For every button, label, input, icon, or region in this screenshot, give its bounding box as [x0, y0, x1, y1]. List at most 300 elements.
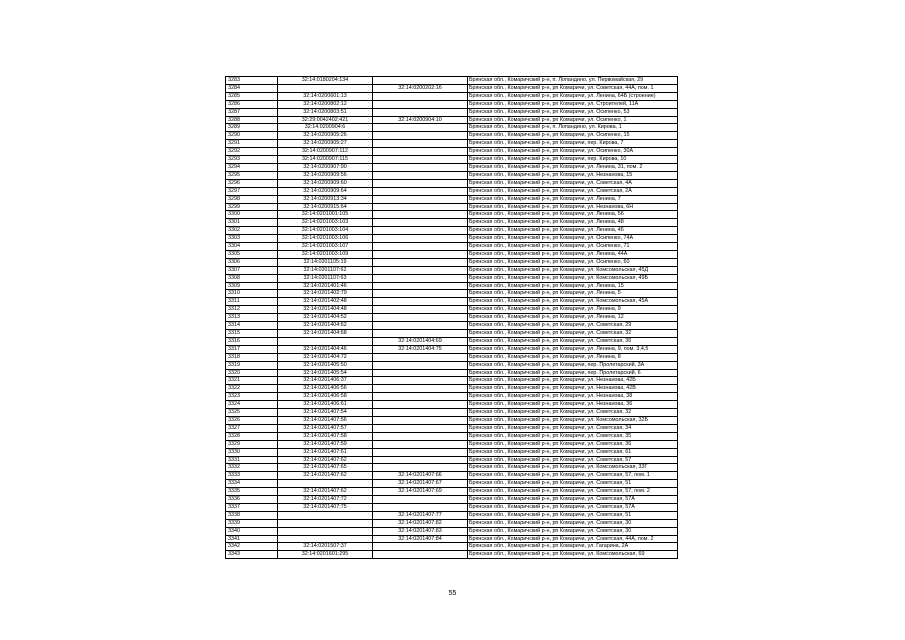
row-number-cell: 3292 — [226, 148, 278, 156]
table-row — [226, 298, 678, 306]
linked-cadastral-number-cell — [373, 290, 468, 298]
row-number-cell: 3329 — [226, 440, 278, 448]
table-row — [226, 258, 678, 266]
address-cell: Брянская обл., Комаричский р-н, рп Комаричи, ул. Советская, 51 — [468, 511, 678, 519]
linked-cadastral-number-cell — [373, 440, 468, 448]
linked-cadastral-number-cell — [373, 361, 468, 369]
linked-cadastral-number-cell — [373, 132, 468, 140]
cadastral-number-cell: 32:14:0201407:59 — [278, 440, 373, 448]
address-cell: Брянская обл., Комаричский р-н, рп Комаричи, ул. Советская, 35 — [468, 432, 678, 440]
table-row — [226, 211, 678, 219]
linked-cadastral-number-cell — [373, 401, 468, 409]
table-row — [226, 314, 678, 322]
address-cell: Брянская обл., Комаричский р-н, рп Комаричи, ул. Советская, 57 — [468, 456, 678, 464]
row-number-cell: 3291 — [226, 140, 278, 148]
linked-cadastral-number-cell — [373, 306, 468, 314]
row-number-cell: 3331 — [226, 456, 278, 464]
cadastral-number-cell: 32:14:0201407:58 — [278, 432, 373, 440]
cadastral-number-cell: 32:14:0200909:56 — [278, 171, 373, 179]
table-row — [226, 377, 678, 385]
cadastral-number-cell: 32:14:0200803:51 — [278, 108, 373, 116]
table-row — [226, 527, 678, 535]
table-row — [226, 179, 678, 187]
row-number-cell: 3287 — [226, 108, 278, 116]
row-number-cell: 3308 — [226, 274, 278, 282]
cadastral-number-cell: 32:14:0201402:48 — [278, 298, 373, 306]
row-number-cell: 3298 — [226, 195, 278, 203]
row-number-cell: 3334 — [226, 480, 278, 488]
row-number-cell: 3295 — [226, 171, 278, 179]
cadastral-number-cell: 32:14:0201407:57 — [278, 424, 373, 432]
row-number-cell: 3315 — [226, 330, 278, 338]
linked-cadastral-number-cell — [373, 171, 468, 179]
row-number-cell: 3286 — [226, 100, 278, 108]
cadastral-number-cell: 32:14:0201404:68 — [278, 330, 373, 338]
row-number-cell: 3343 — [226, 551, 278, 559]
table-row — [226, 361, 678, 369]
table-row — [226, 401, 678, 409]
table-row — [226, 353, 678, 361]
table-row — [226, 369, 678, 377]
linked-cadastral-number-cell: 32:14:0200904:10 — [373, 116, 468, 124]
address-cell: Брянская обл., Комаричский р-н, рп Комаричи, пер. Пролетарский, 6 — [468, 369, 678, 377]
table-row — [226, 156, 678, 164]
linked-cadastral-number-cell — [373, 298, 468, 306]
table-row — [226, 195, 678, 203]
address-cell: Брянская обл., Комаричский р-н, рп Комаричи, ул. Советская, 2А — [468, 187, 678, 195]
table-row — [226, 345, 678, 353]
row-number-cell: 3304 — [226, 243, 278, 251]
linked-cadastral-number-cell — [373, 235, 468, 243]
table-row — [226, 227, 678, 235]
page-number: 55 — [448, 590, 457, 597]
row-number-cell: 3323 — [226, 393, 278, 401]
cadastral-number-cell: 32:14:0201407:56 — [278, 416, 373, 424]
address-cell: Брянская обл., Комаричский р-н, рп Комаричи, ул. Советская, 44А, пом. 1 — [468, 84, 678, 92]
row-number-cell: 3327 — [226, 424, 278, 432]
row-number-cell: 3341 — [226, 535, 278, 543]
row-number-cell: 3299 — [226, 203, 278, 211]
table-row — [226, 266, 678, 274]
row-number-cell: 3302 — [226, 227, 278, 235]
registry-table — [225, 76, 678, 559]
address-cell: Брянская обл., Комаричский р-н, рп Комаричи, ул. Незнанова, 15 — [468, 171, 678, 179]
table-row — [226, 519, 678, 527]
cadastral-number-cell: 32:14:0200802:12 — [278, 100, 373, 108]
linked-cadastral-number-cell: 32:14:0201407:82 — [373, 519, 468, 527]
address-cell: Брянская обл., Комаричский р-н, рп Комаричи, ул. Советская, 36 — [468, 440, 678, 448]
address-cell: Брянская обл., Комаричский р-н, рп Комаричи, ул. Незнанова, 42В — [468, 385, 678, 393]
row-number-cell: 3325 — [226, 409, 278, 417]
cadastral-number-cell: 32:14:0200909:60 — [278, 179, 373, 187]
address-cell: Брянская обл., Комаричский р-н, рп Комаричи, ул. Советская, 61 — [468, 448, 678, 456]
address-cell: Брянская обл., Комаричский р-н, рп Комаричи, ул. Советская, 29 — [468, 322, 678, 330]
table-row — [226, 543, 678, 551]
address-cell: Брянская обл., Комаричский р-н, рп Комаричи, ул. Ленина, 15 — [468, 282, 678, 290]
linked-cadastral-number-cell — [373, 314, 468, 322]
table-row — [226, 282, 678, 290]
address-cell: Брянская обл., Комаричский р-н, рп Комаричи, ул. Осипенко, 30А — [468, 148, 678, 156]
cadastral-number-cell: 32:14:0201406:61 — [278, 401, 373, 409]
table-row — [226, 124, 678, 132]
address-cell: Брянская обл., Комаричский р-н, рп Комаричи, ул. Советская, 30 — [468, 527, 678, 535]
table-row — [226, 132, 678, 140]
row-number-cell: 3332 — [226, 464, 278, 472]
linked-cadastral-number-cell — [373, 409, 468, 417]
cadastral-number-cell: 32:14:0200905:26 — [278, 132, 373, 140]
row-number-cell: 3288 — [226, 116, 278, 124]
cadastral-number-cell: 32:14:0201507:37 — [278, 543, 373, 551]
address-cell: Брянская обл., Комаричский р-н, рп Комаричи, ул. Комсомольская, 49Б — [468, 274, 678, 282]
cadastral-number-cell: 32:14:0200907:90 — [278, 163, 373, 171]
address-cell: Брянская обл., Комаричский р-н, рп Комаричи, ул. Осипенко, 15 — [468, 132, 678, 140]
cadastral-number-cell: 32:14:0200601:13 — [278, 92, 373, 100]
address-cell: Брянская обл., Комаричский р-н, рп Комаричи, ул. Незнанова, 38 — [468, 393, 678, 401]
linked-cadastral-number-cell — [373, 456, 468, 464]
linked-cadastral-number-cell — [373, 448, 468, 456]
table-row — [226, 551, 678, 559]
linked-cadastral-number-cell — [373, 227, 468, 235]
table-row — [226, 77, 678, 85]
row-number-cell: 3285 — [226, 92, 278, 100]
address-cell: Брянская обл., Комаричский р-н, рп Комаричи, ул. Ленина, 64Б (строение) — [468, 92, 678, 100]
cadastral-number-cell: 32:14:0200905:27 — [278, 140, 373, 148]
linked-cadastral-number-cell: 32:14:0201407:69 — [373, 488, 468, 496]
cadastral-number-cell: 32:14:0201407:65 — [278, 464, 373, 472]
row-number-cell: 3296 — [226, 179, 278, 187]
cadastral-number-cell: 32:14:0201407:61 — [278, 448, 373, 456]
linked-cadastral-number-cell — [373, 322, 468, 330]
linked-cadastral-number-cell — [373, 219, 468, 227]
linked-cadastral-number-cell — [373, 369, 468, 377]
cadastral-number-cell — [278, 511, 373, 519]
row-number-cell: 3301 — [226, 219, 278, 227]
cadastral-number-cell: 32:29:0042402:421 — [278, 116, 373, 124]
linked-cadastral-number-cell — [373, 140, 468, 148]
cadastral-number-cell: 32:14:0201401:46 — [278, 282, 373, 290]
linked-cadastral-number-cell — [373, 266, 468, 274]
cadastral-number-cell: 32:14:0201406:56 — [278, 385, 373, 393]
row-number-cell: 3318 — [226, 353, 278, 361]
address-cell: Брянская обл., Комаричский р-н, рп Комаричи, ул. Осипенко, 60 — [468, 258, 678, 266]
table-row — [226, 243, 678, 251]
linked-cadastral-number-cell — [373, 503, 468, 511]
cadastral-number-cell: 32:14:0200907:115 — [278, 156, 373, 164]
linked-cadastral-number-cell: 32:14:0201407:67 — [373, 480, 468, 488]
linked-cadastral-number-cell — [373, 258, 468, 266]
cadastral-number-cell: 32:14:0180204:134 — [278, 77, 373, 85]
table-row — [226, 108, 678, 116]
cadastral-number-cell: 32:14:0201003:106 — [278, 235, 373, 243]
linked-cadastral-number-cell — [373, 211, 468, 219]
row-number-cell: 3339 — [226, 519, 278, 527]
address-cell: Брянская обл., Комаричский р-н, рп Комаричи, ул. Ленина, 48 — [468, 219, 678, 227]
row-number-cell: 3305 — [226, 250, 278, 258]
address-cell: Брянская обл., Комаричский р-н, рп Комаричи, ул. Ленина, 7 — [468, 195, 678, 203]
row-number-cell: 3307 — [226, 266, 278, 274]
cadastral-number-cell: 32:14:0200904:6 — [278, 124, 373, 132]
table-row — [226, 235, 678, 243]
row-number-cell: 3300 — [226, 211, 278, 219]
address-cell: Брянская обл., Комаричский р-н, рп Комаричи, ул. Осипенко, 71 — [468, 243, 678, 251]
linked-cadastral-number-cell — [373, 77, 468, 85]
cadastral-number-cell — [278, 337, 373, 345]
address-cell: Брянская обл., Комаричский р-н, рп Комаричи, ул. Советская, 57А — [468, 503, 678, 511]
address-cell: Брянская обл., Комаричский р-н, рп Комаричи, пер. Кирова, 10 — [468, 156, 678, 164]
linked-cadastral-number-cell — [373, 551, 468, 559]
row-number-cell: 3317 — [226, 345, 278, 353]
linked-cadastral-number-cell — [373, 385, 468, 393]
row-number-cell: 3289 — [226, 124, 278, 132]
row-number-cell: 3330 — [226, 448, 278, 456]
linked-cadastral-number-cell — [373, 148, 468, 156]
linked-cadastral-number-cell — [373, 377, 468, 385]
cadastral-number-cell: 32:14:0201107:62 — [278, 266, 373, 274]
cadastral-number-cell: 32:14:0201404:46 — [278, 345, 373, 353]
row-number-cell: 3293 — [226, 156, 278, 164]
address-cell: Брянская обл., Комаричский р-н, рп Комаричи, ул. Советская, 57А — [468, 496, 678, 504]
registry-table-body — [226, 77, 678, 559]
table-row — [226, 219, 678, 227]
cadastral-number-cell: 32:14:0201406:58 — [278, 393, 373, 401]
table-row — [226, 274, 678, 282]
table-row — [226, 100, 678, 108]
linked-cadastral-number-cell — [373, 156, 468, 164]
address-cell: Брянская обл., Комаричский р-н, рп Комаричи, ул. Ленина, 5 — [468, 290, 678, 298]
cadastral-number-cell — [278, 527, 373, 535]
address-cell: Брянская обл., Комаричский р-н, рп Комаричи, ул. Гагарина, 2А — [468, 543, 678, 551]
row-number-cell: 3311 — [226, 298, 278, 306]
address-cell: Брянская обл., Комаричский р-н, рп Комаричи, ул. Советская, 36 — [468, 337, 678, 345]
cadastral-number-cell: 32:14:0201407:62 — [278, 456, 373, 464]
address-cell: Брянская обл., Комаричский р-н, п. Лопандино, ул. Первомайская, 29 — [468, 77, 678, 85]
row-number-cell: 3303 — [226, 235, 278, 243]
table-row — [226, 416, 678, 424]
row-number-cell: 3313 — [226, 314, 278, 322]
linked-cadastral-number-cell — [373, 424, 468, 432]
address-cell: Брянская обл., Комаричский р-н, рп Комаричи, ул. Советская, 34 — [468, 424, 678, 432]
address-cell: Брянская обл., Комаричский р-н, рп Комаричи, ул. Комсомольская, 45А — [468, 298, 678, 306]
address-cell: Брянская обл., Комаричский р-н, рп Комаричи, ул. Советская, 57, пом. 1 — [468, 472, 678, 480]
table-row — [226, 203, 678, 211]
linked-cadastral-number-cell — [373, 187, 468, 195]
row-number-cell: 3284 — [226, 84, 278, 92]
cadastral-number-cell: 32:14:0201003:109 — [278, 250, 373, 258]
cadastral-number-cell: 32:14:0201601:295 — [278, 551, 373, 559]
address-cell: Брянская обл., Комаричский р-н, рп Комаричи, ул. Ленина, 8 — [468, 353, 678, 361]
linked-cadastral-number-cell — [373, 250, 468, 258]
address-cell: Брянская обл., Комаричский р-н, п. Лопандино, ул. Кирова, 1 — [468, 124, 678, 132]
linked-cadastral-number-cell: 32:14:0201407:77 — [373, 511, 468, 519]
row-number-cell: 3310 — [226, 290, 278, 298]
address-cell: Брянская обл., Комаричский р-н, рп Комаричи, ул. Осипенко, 1 — [468, 116, 678, 124]
row-number-cell: 3342 — [226, 543, 278, 551]
table-row — [226, 306, 678, 314]
table-row — [226, 472, 678, 480]
linked-cadastral-number-cell — [373, 353, 468, 361]
address-cell: Брянская обл., Комаричский р-н, рп Комаричи, ул. Ленина, 9 — [468, 306, 678, 314]
table-row — [226, 440, 678, 448]
address-cell: Брянская обл., Комаричский р-н, рп Комаричи, ул. Строителей, 11А — [468, 100, 678, 108]
address-cell: Брянская обл., Комаричский р-н, рп Комаричи, ул. Ленина, 44А — [468, 250, 678, 258]
cadastral-number-cell: 32:14:0201407:54 — [278, 409, 373, 417]
linked-cadastral-number-cell — [373, 108, 468, 116]
cadastral-number-cell: 32:14:0201001:105 — [278, 211, 373, 219]
linked-cadastral-number-cell: 32:14:0201404:69 — [373, 337, 468, 345]
linked-cadastral-number-cell: 32:14:0201407:84 — [373, 535, 468, 543]
address-cell: Брянская обл., Комаричский р-н, рп Комаричи, ул. Ленина, 12 — [468, 314, 678, 322]
row-number-cell: 3321 — [226, 377, 278, 385]
row-number-cell: 3336 — [226, 496, 278, 504]
cadastral-number-cell: 32:14:0200909:64 — [278, 187, 373, 195]
cadastral-number-cell: 32:14:0201404:62 — [278, 322, 373, 330]
linked-cadastral-number-cell — [373, 124, 468, 132]
table-row — [226, 148, 678, 156]
row-number-cell: 3319 — [226, 361, 278, 369]
linked-cadastral-number-cell — [373, 432, 468, 440]
address-cell: Брянская обл., Комаричский р-н, рп Комаричи, ул. Советская, 30 — [468, 519, 678, 527]
cadastral-number-cell — [278, 84, 373, 92]
row-number-cell: 3324 — [226, 401, 278, 409]
address-cell: Брянская обл., Комаричский р-н, рп Комаричи, ул. Незнанова, 6Н — [468, 203, 678, 211]
linked-cadastral-number-cell — [373, 92, 468, 100]
linked-cadastral-number-cell — [373, 416, 468, 424]
cadastral-number-cell: 32:14:0201003:107 — [278, 243, 373, 251]
table-row — [226, 432, 678, 440]
row-number-cell: 3335 — [226, 488, 278, 496]
cadastral-number-cell: 32:14:0201003:103 — [278, 219, 373, 227]
address-cell: Брянская обл., Комаричский р-н, рп Комаричи, пер. Пролетарский, 3А — [468, 361, 678, 369]
cadastral-number-cell: 32:14:0201407:75 — [278, 503, 373, 511]
table-row — [226, 409, 678, 417]
address-cell: Брянская обл., Комаричский р-н, рп Комаричи, ул. Советская, 57, пом. 2 — [468, 488, 678, 496]
table-row — [226, 385, 678, 393]
table-row — [226, 393, 678, 401]
cadastral-number-cell: 32:14:0201406:37 — [278, 377, 373, 385]
address-cell: Брянская обл., Комаричский р-н, рп Комаричи, ул. Комсомольская, 33Г — [468, 464, 678, 472]
cadastral-number-cell: 32:14:0201003:104 — [278, 227, 373, 235]
cadastral-number-cell: 32:14:0201407:62 — [278, 488, 373, 496]
linked-cadastral-number-cell — [373, 393, 468, 401]
table-row — [226, 337, 678, 345]
address-cell: Брянская обл., Комаричский р-н, рп Комаричи, ул. Комсомольская, 32Б — [468, 416, 678, 424]
cadastral-number-cell: 32:14:0201405:50 — [278, 361, 373, 369]
cadastral-number-cell — [278, 535, 373, 543]
table-row — [226, 84, 678, 92]
row-number-cell: 3326 — [226, 416, 278, 424]
cadastral-number-cell: 32:14:0201105:19 — [278, 258, 373, 266]
table-row — [226, 456, 678, 464]
address-cell: Брянская обл., Комаричский р-н, рп Комаричи, ул. Комсомольская, 69 — [468, 551, 678, 559]
cadastral-number-cell: 32:14:0201405:54 — [278, 369, 373, 377]
cadastral-number-cell: 32:14:0201402:79 — [278, 290, 373, 298]
linked-cadastral-number-cell — [373, 464, 468, 472]
row-number-cell: 3294 — [226, 163, 278, 171]
address-cell: Брянская обл., Комаричский р-н, рп Комаричи, ул. Ленина, 46 — [468, 227, 678, 235]
row-number-cell: 3297 — [226, 187, 278, 195]
address-cell: Брянская обл., Комаричский р-н, рп Комаричи, ул. Незнанова, 42Б — [468, 377, 678, 385]
table-row — [226, 480, 678, 488]
linked-cadastral-number-cell — [373, 543, 468, 551]
row-number-cell: 3309 — [226, 282, 278, 290]
table-row — [226, 163, 678, 171]
table-row — [226, 535, 678, 543]
linked-cadastral-number-cell: 32:14:0201407:83 — [373, 527, 468, 535]
linked-cadastral-number-cell — [373, 100, 468, 108]
cadastral-number-cell: 32:14:0201404:52 — [278, 314, 373, 322]
table-row — [226, 424, 678, 432]
cadastral-number-cell — [278, 519, 373, 527]
address-cell: Брянская обл., Комаричский р-н, рп Комаричи, пер. Кирова, 7 — [468, 140, 678, 148]
linked-cadastral-number-cell — [373, 496, 468, 504]
table-row — [226, 448, 678, 456]
row-number-cell: 3322 — [226, 385, 278, 393]
address-cell: Брянская обл., Комаричский р-н, рп Комаричи, ул. Ленина, 9, пом. 3,4,5 — [468, 345, 678, 353]
row-number-cell: 3290 — [226, 132, 278, 140]
linked-cadastral-number-cell — [373, 274, 468, 282]
linked-cadastral-number-cell — [373, 282, 468, 290]
cadastral-number-cell: 32:14:0201407:72 — [278, 496, 373, 504]
cadastral-number-cell: 32:14:0200913:34 — [278, 195, 373, 203]
table-row — [226, 116, 678, 124]
linked-cadastral-number-cell — [373, 330, 468, 338]
address-cell: Брянская обл., Комаричский р-н, рп Комаричи, ул. Советская, 4А — [468, 179, 678, 187]
table-row — [226, 290, 678, 298]
address-cell: Брянская обл., Комаричский р-н, рп Комаричи, ул. Ленина, 56 — [468, 211, 678, 219]
cadastral-number-cell — [278, 480, 373, 488]
address-cell: Брянская обл., Комаричский р-н, рп Комаричи, ул. Осипенко, 74А — [468, 235, 678, 243]
table-row — [226, 330, 678, 338]
row-number-cell: 3340 — [226, 527, 278, 535]
cadastral-number-cell: 32:14:0200915:64 — [278, 203, 373, 211]
table-row — [226, 496, 678, 504]
linked-cadastral-number-cell: 32:14:0201407:66 — [373, 472, 468, 480]
address-cell: Брянская обл., Комаричский р-н, рп Комаричи, ул. Советская, 51 — [468, 480, 678, 488]
cadastral-number-cell: 32:14:0201404:72 — [278, 353, 373, 361]
table-row — [226, 503, 678, 511]
linked-cadastral-number-cell: 32:14:0201404:75 — [373, 345, 468, 353]
table-row — [226, 92, 678, 100]
linked-cadastral-number-cell — [373, 243, 468, 251]
address-cell: Брянская обл., Комаричский р-н, рп Комаричи, ул. Комсомольская, 45Д — [468, 266, 678, 274]
row-number-cell: 3320 — [226, 369, 278, 377]
address-cell: Брянская обл., Комаричский р-н, рп Комаричи, ул. Ленина, 31, пом. 2 — [468, 163, 678, 171]
linked-cadastral-number-cell: 32:14:0200202:16 — [373, 84, 468, 92]
row-number-cell: 3328 — [226, 432, 278, 440]
row-number-cell: 3306 — [226, 258, 278, 266]
address-cell: Брянская обл., Комаричский р-н, рп Комаричи, ул. Советская, 32 — [468, 409, 678, 417]
table-row — [226, 464, 678, 472]
linked-cadastral-number-cell — [373, 195, 468, 203]
table-row — [226, 140, 678, 148]
cadastral-number-cell: 32:14:0201407:62 — [278, 472, 373, 480]
row-number-cell: 3283 — [226, 77, 278, 85]
row-number-cell: 3312 — [226, 306, 278, 314]
linked-cadastral-number-cell — [373, 163, 468, 171]
cadastral-number-cell: 32:14:0201107:63 — [278, 274, 373, 282]
cadastral-number-cell: 32:14:0200907:112 — [278, 148, 373, 156]
table-row — [226, 171, 678, 179]
table-row — [226, 187, 678, 195]
linked-cadastral-number-cell — [373, 179, 468, 187]
row-number-cell: 3338 — [226, 511, 278, 519]
address-cell: Брянская обл., Комаричский р-н, рп Комаричи, ул. Советская, 44А, пом. 2 — [468, 535, 678, 543]
address-cell: Брянская обл., Комаричский р-н, рп Комаричи, ул. Незнанова, 36 — [468, 401, 678, 409]
table-row — [226, 322, 678, 330]
table-row — [226, 511, 678, 519]
table-row — [226, 250, 678, 258]
row-number-cell: 3316 — [226, 337, 278, 345]
